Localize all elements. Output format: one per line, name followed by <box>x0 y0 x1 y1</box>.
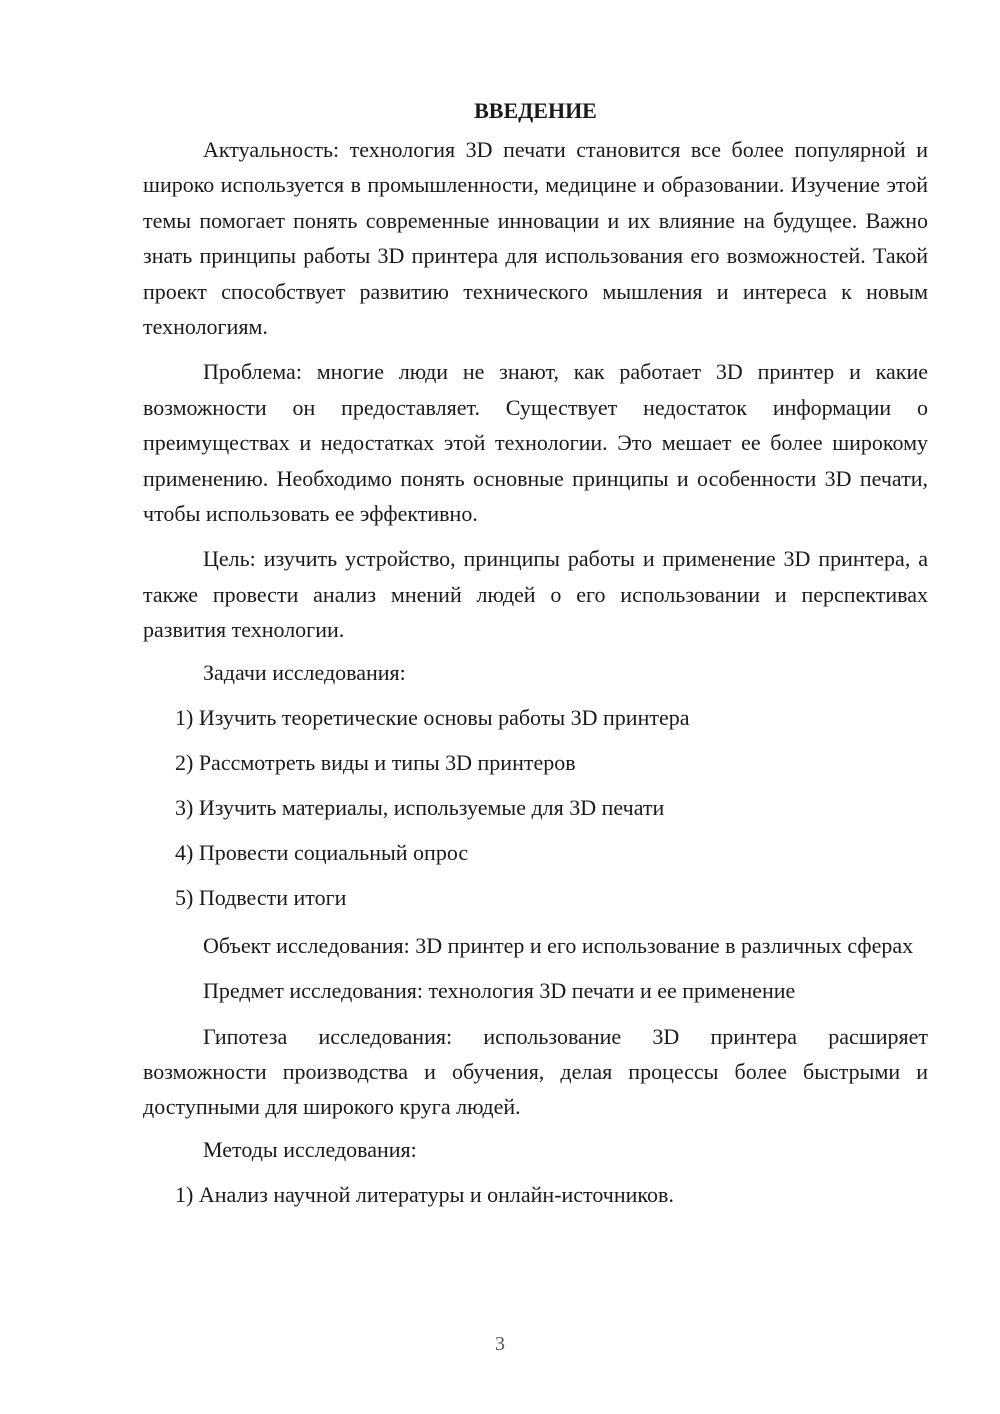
methods-heading: Методы исследования: <box>203 1136 417 1162</box>
hypothesis-paragraph: Гипотеза исследования: использование 3D принтера расширяет возможности производства и обучения, делая процессы более быстрыми и доступными для широкого круга людей. <box>143 1023 928 1120</box>
problem-paragraph: Проблема: многие люди не знают, как работает 3D принтер и какие возможности он предоставляет. Существует недостаток информации о преимуществах и недостатках этой технологии. Это мешает ее более широкому применению. Необходимо понять основные принципы и особенности 3D печати, чтобы использовать ее эффективно. <box>143 359 928 527</box>
document-page <box>143 96 928 1225</box>
task-item: 5) Подвести итоги <box>175 884 347 910</box>
object-paragraph: Объект исследования: 3D принтер и его использование в различных сферах <box>203 932 914 958</box>
method-item: 1) Анализ научной литературы и онлайн-источников. <box>175 1181 674 1207</box>
task-item: 3) Изучить материалы, используемые для 3D печати <box>175 794 665 820</box>
goal-paragraph: Цель: изучить устройство, принципы работы и применение 3D принтера, а также провести анализ мнений людей о его использовании и перспективах развития технологии. <box>143 546 928 643</box>
page-number: 3 <box>495 1333 505 1355</box>
tasks-heading: Задачи исследования: <box>203 659 406 685</box>
task-item: 2) Рассмотреть виды и типы 3D принтеров <box>175 749 576 775</box>
relevance-paragraph: Актуальность: технология 3D печати становится все более популярной и широко используется в промышленности, медицине и образовании. Изучение этой темы помогает понять современные инновации и их влияние на будущее. Важно знать принципы работы 3D принтера для использования его возможностей. Такой проект способствует развитию технического мышления и интереса к новым технологиям. <box>143 137 928 340</box>
section-title: ВВЕДЕНИЕ <box>474 98 597 123</box>
task-item: 4) Провести социальный опрос <box>175 839 469 865</box>
subject-paragraph: Предмет исследования: технология 3D печати и ее применение <box>203 978 796 1004</box>
task-item: 1) Изучить теоретические основы работы 3D принтера <box>175 704 690 730</box>
